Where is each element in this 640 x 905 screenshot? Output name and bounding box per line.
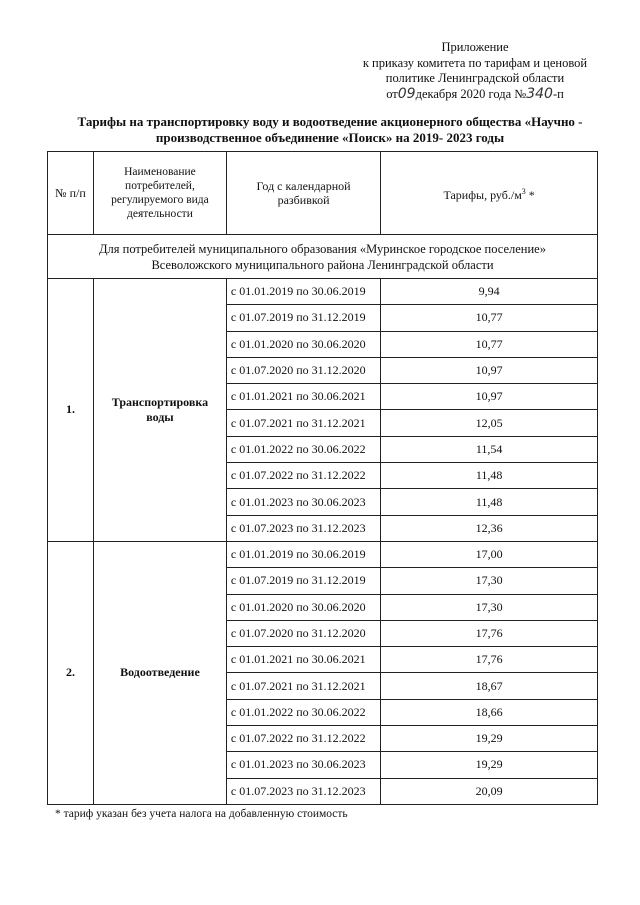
tariff-value-cell: 18,66 [381,699,598,725]
document-title [50,114,610,146]
group-number: 1. [48,279,94,542]
table-row [48,279,598,305]
tariff-value-cell: 10,97 [381,357,598,383]
period-cell: с 01.01.2020 по 30.06.2020 [226,331,380,357]
period-cell: с 01.01.2023 по 30.06.2023 [226,752,380,778]
period-cell: с 01.07.2020 по 31.12.2020 [226,357,380,383]
tariff-value-cell: 11,48 [381,489,598,515]
tariff-value-cell: 20,09 [381,778,598,804]
handwritten-order-number: 340 [526,85,553,102]
period-cell: с 01.07.2021 по 31.12.2021 [226,673,380,699]
tariff-value-cell: 12,05 [381,410,598,436]
period-cell: с 01.07.2019 по 31.12.2019 [226,305,380,331]
period-cell: с 01.07.2019 по 31.12.2019 [226,568,380,594]
period-cell: с 01.01.2021 по 30.06.2021 [226,384,380,410]
appendix-header [330,40,620,102]
period-cell: с 01.07.2022 по 31.12.2022 [226,463,380,489]
period-cell: с 01.01.2019 по 30.06.2019 [226,541,380,567]
period-cell: с 01.01.2021 по 30.06.2021 [226,647,380,673]
region-line-1: Для потребителей муниципального образования «Муринское городское поселение» [99,241,546,256]
tariff-value-cell: 11,48 [381,463,598,489]
period-cell: с 01.01.2023 по 30.06.2023 [226,489,380,515]
group-name: Транспортировка воды [94,279,227,542]
header-tariff-mark: * [525,187,535,202]
handwritten-day: 09 [397,85,416,102]
header-tariff-text: Тарифы, руб./м [443,187,522,202]
tariff-value-cell: 12,36 [381,515,598,541]
region-cell [48,235,598,279]
tariff-value-cell: 17,00 [381,541,598,567]
period-cell: с 01.07.2023 по 31.12.2023 [226,515,380,541]
tariff-value-cell: 9,94 [381,279,598,305]
region-row [48,235,598,279]
tariff-value-cell: 17,30 [381,594,598,620]
header-period: Год с календарной разбивкой [226,152,380,235]
appendix-title: Приложение [441,40,509,54]
period-cell: с 01.07.2022 по 31.12.2022 [226,726,380,752]
appendix-line-order: к приказу комитета по тарифам и ценовой [362,55,588,70]
tariff-value-cell: 10,97 [381,384,598,410]
group-number: 2. [48,541,94,804]
period-cell: с 01.07.2020 по 31.12.2020 [226,620,380,646]
tariff-value-cell: 10,77 [381,331,598,357]
date-prefix: от [386,86,398,101]
period-cell: с 01.01.2022 по 30.06.2022 [226,699,380,725]
table-header-row [48,152,598,235]
tariff-value-cell: 17,76 [381,647,598,673]
header-tariff [381,152,598,235]
period-cell: с 01.07.2021 по 31.12.2021 [226,410,380,436]
tariff-value-cell: 11,54 [381,436,598,462]
date-suffix: -п [552,86,564,101]
group-name: Водоотведение [94,541,227,804]
title-line-1: Тарифы на транспортировку воду и водоотведение акционерного общества «Научно - [77,114,583,129]
date-middle: декабря 2020 года № [415,86,527,101]
footnote: * тариф указан без учета налога на добавленную стоимость [55,808,348,820]
tariff-value-cell: 10,77 [381,305,598,331]
tariff-value-cell: 17,30 [381,568,598,594]
header-tariff-sup: 3 [521,186,526,196]
header-name: Наименование потребителей, регулируемого вида деятельности [94,152,227,235]
period-cell: с 01.01.2019 по 30.06.2019 [226,279,380,305]
tariff-value-cell: 19,29 [381,752,598,778]
tariffs-table [47,151,598,805]
header-num: № п/п [48,152,94,235]
period-cell: с 01.07.2023 по 31.12.2023 [226,778,380,804]
appendix-line-committee: политике Ленинградской области [385,71,565,85]
period-cell: с 01.01.2020 по 30.06.2020 [226,594,380,620]
tariff-value-cell: 18,67 [381,673,598,699]
tariff-value-cell: 19,29 [381,726,598,752]
tariff-value-cell: 17,76 [381,620,598,646]
table-row [48,541,598,567]
period-cell: с 01.01.2022 по 30.06.2022 [226,436,380,462]
title-line-2: производственное объединение «Поиск» на 2019- 2023 годы [155,130,505,145]
appendix-line-date [330,87,620,103]
region-line-2: Всеволожского муниципального района Ленинградской области [151,257,494,272]
